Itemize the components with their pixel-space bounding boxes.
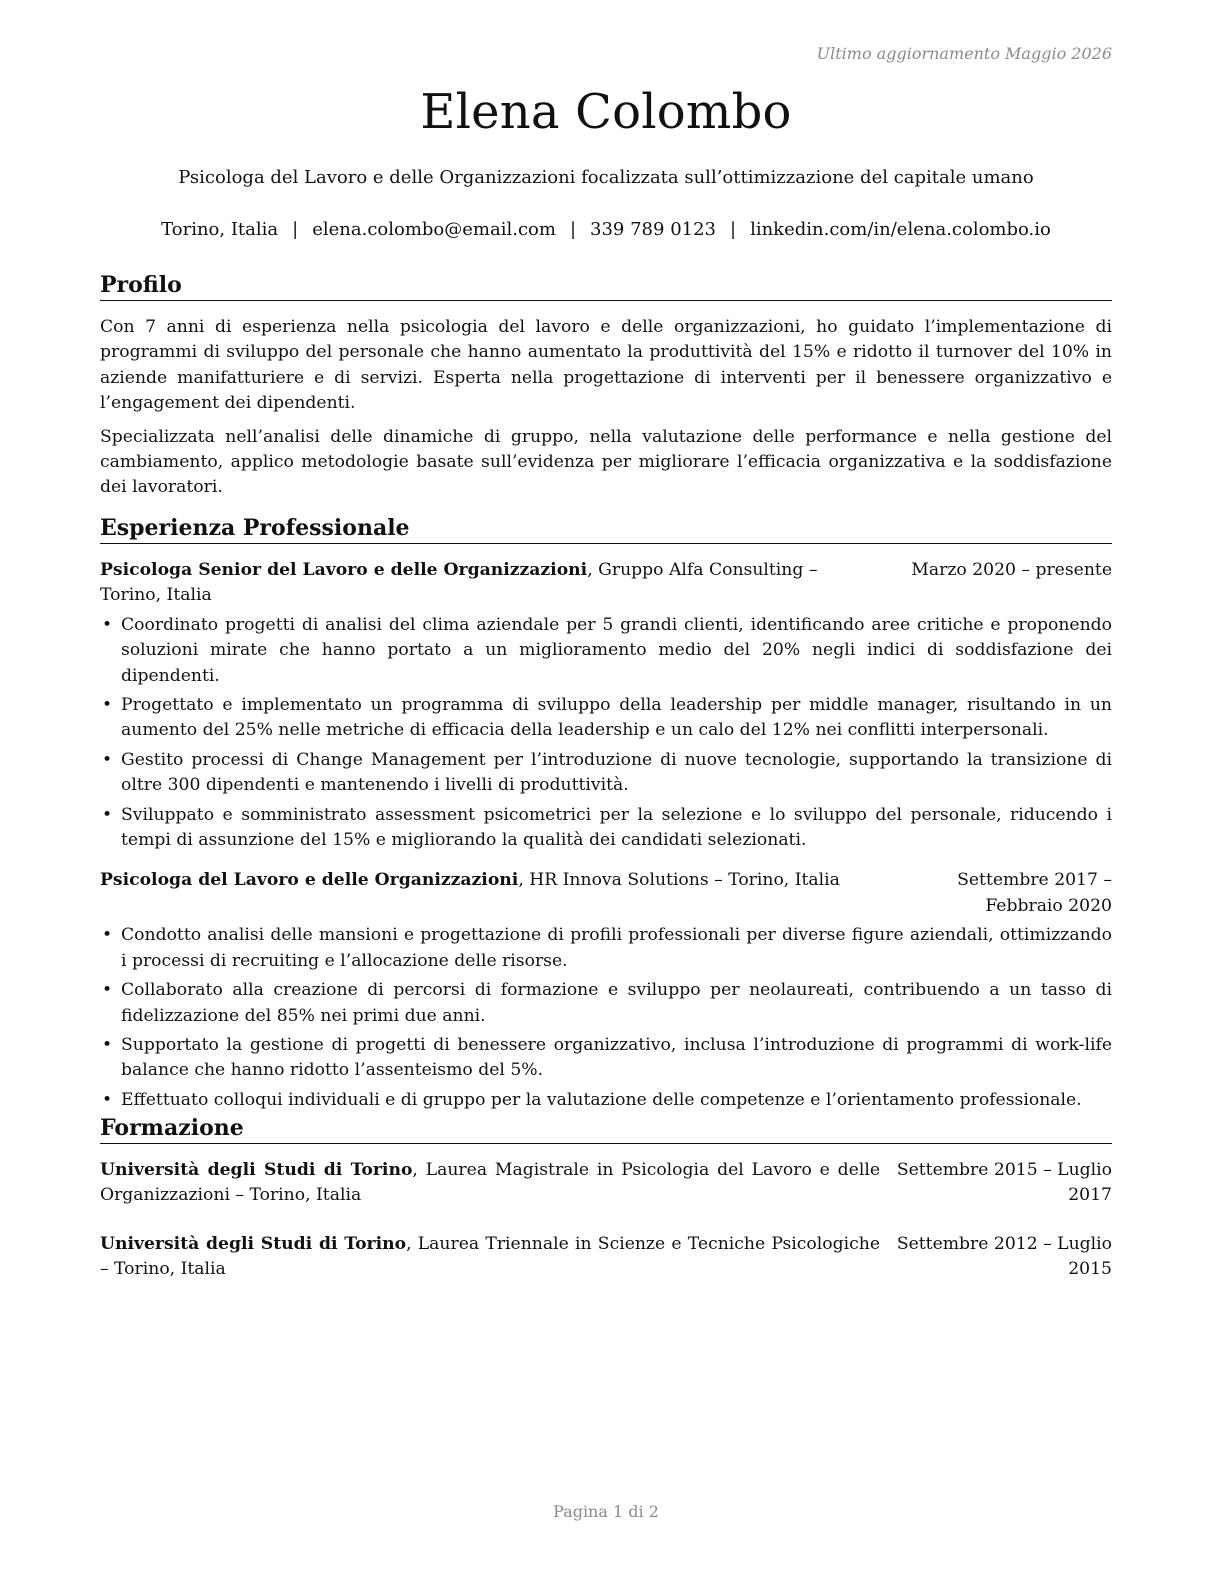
education-dates: Settembre 2012 – Luglio 2015 xyxy=(896,1233,1112,1280)
section-title-profile: Profilo xyxy=(100,271,1112,301)
education-line xyxy=(100,1232,880,1283)
list-item: • Collaborato alla creazione di percorsi di formazione e sviluppo per neolaureati, contribuendo a un tasso di fidelizzazione del 85% nei primi due anni. xyxy=(100,978,1112,1029)
job-entry xyxy=(100,558,1112,853)
education-degree: , Laurea Triennale in Scienze e Tecniche Psicologiche – Torino, Italia xyxy=(100,1233,880,1280)
experience-section xyxy=(100,514,1112,1117)
job-entry xyxy=(100,868,1112,1113)
list-item: • Progettato e implementato un programma di sviluppo della leadership per middle manager, risultando in un aumento del 25% nelle metriche di efficacia della leadership e un calo del 12% nei conflitti interpersonali. xyxy=(100,693,1112,744)
last-updated-note: Ultimo aggiornamento Maggio 2026 xyxy=(816,44,1112,63)
list-item: • Coordinato progetti di analisi del clima aziendale per 5 grandi clienti, identificando aree critiche e proponendo soluzioni mirate che hanno portato a un miglioramento medio del 20% negli indici di soddisfazione dei dipendenti. xyxy=(100,613,1112,689)
list-item: • Sviluppato e somministrato assessment psicometrici per la selezione e lo sviluppo del personale, riducendo i tempi di assunzione del 15% e migliorando la qualità dei candidati selezionati. xyxy=(100,803,1112,854)
contact-location: Torino, Italia xyxy=(161,219,279,240)
contact-phone: 339 789 0123 xyxy=(590,219,716,240)
contact-linkedin-link[interactable]: linkedin.com/in/elena.colombo.io xyxy=(750,219,1051,240)
list-item: • Condotto analisi delle mansioni e progettazione di profili professionali per diverse figure aziendali, ottimizzando i processi di recruiting e l’allocazione delle risorse. xyxy=(100,923,1112,974)
page-number: Pagina 1 di 2 xyxy=(553,1502,659,1521)
profile-paragraph: Specializzata nell’analisi delle dinamiche di gruppo, nella valutazione delle performance e nella gestione del cambiamento, applico metodologie basate sull’evidenza per migliorare l’efficacia organizzativa e la soddisfazione dei lavoratori. xyxy=(100,426,1112,498)
list-item: • Gestito processi di Change Management per l’introduzione di nuove tecnologie, supportando la transizione di oltre 300 dipendenti e mantenendo i livelli di produttività. xyxy=(100,748,1112,799)
education-section xyxy=(100,1114,1112,1283)
job-bullets xyxy=(100,923,1112,1113)
contact-separator: | xyxy=(292,219,299,240)
tagline: Psicologa del Lavoro e delle Organizzazioni focalizzata sull’ottimizzazione del capitale umano xyxy=(178,167,1034,188)
contact-separator: | xyxy=(730,219,737,240)
profile-paragraph: Con 7 anni di esperienza nella psicologia del lavoro e delle organizzazioni, ho guidato l’implementazione di programmi di sviluppo del personale che hanno aumentato la produttività del 15% e ridotto il turnover del 10% in aziende manifatturiere e di servizi. Esperta nella progettazione di interventi per il benessere organizzativo e l’engagement dei dipendenti. xyxy=(100,317,1112,414)
job-dates: Settembre 2017 – Febbraio 2020 xyxy=(957,870,1112,916)
education-school: Università degli Studi di Torino xyxy=(100,1160,413,1180)
candidate-name: Elena Colombo xyxy=(420,84,792,140)
job-dates: Marzo 2020 – presente xyxy=(911,560,1112,580)
list-item: • Supportato la gestione di progetti di benessere organizzativo, inclusa l’introduzione di programmi di work-life balance che hanno ridotto l’assenteismo del 5%. xyxy=(100,1033,1112,1084)
section-title-experience: Esperienza Professionale xyxy=(100,514,1112,544)
education-entry xyxy=(100,1232,1112,1283)
job-company: , HR Innova Solutions – Torino, Italia xyxy=(518,870,840,891)
education-entry xyxy=(100,1158,1112,1209)
contact-line xyxy=(100,219,1112,240)
job-role: Psicologa del Lavoro e delle Organizzazioni xyxy=(100,870,519,891)
contact-separator: | xyxy=(569,219,577,240)
section-title-education: Formazione xyxy=(100,1114,1112,1144)
education-school: Università degli Studi di Torino xyxy=(100,1233,407,1254)
list-item: • Effettuato colloqui individuali e di gruppo per la valutazione delle competenze e l’orientamento professionale. xyxy=(100,1088,1112,1113)
job-header xyxy=(100,868,1112,919)
job-title-line xyxy=(100,558,911,609)
job-header xyxy=(100,558,1112,609)
job-role: Psicologa Senior del Lavoro e delle Organizzazioni xyxy=(100,560,588,580)
job-company: , Gruppo Alfa Consulting – Torino, Italia xyxy=(100,560,818,606)
education-degree: , Laurea Magistrale in Psicologia del Lavoro e delle Organizzazioni – Torino, Italia xyxy=(100,1160,880,1206)
job-bullets xyxy=(100,613,1112,854)
profile-section xyxy=(100,271,1112,501)
education-dates: Settembre 2015 – Luglio 2017 xyxy=(896,1160,1112,1206)
job-title-line xyxy=(100,868,880,919)
contact-email-link[interactable]: elena.colombo@email.com xyxy=(312,219,556,240)
education-line xyxy=(100,1158,880,1209)
